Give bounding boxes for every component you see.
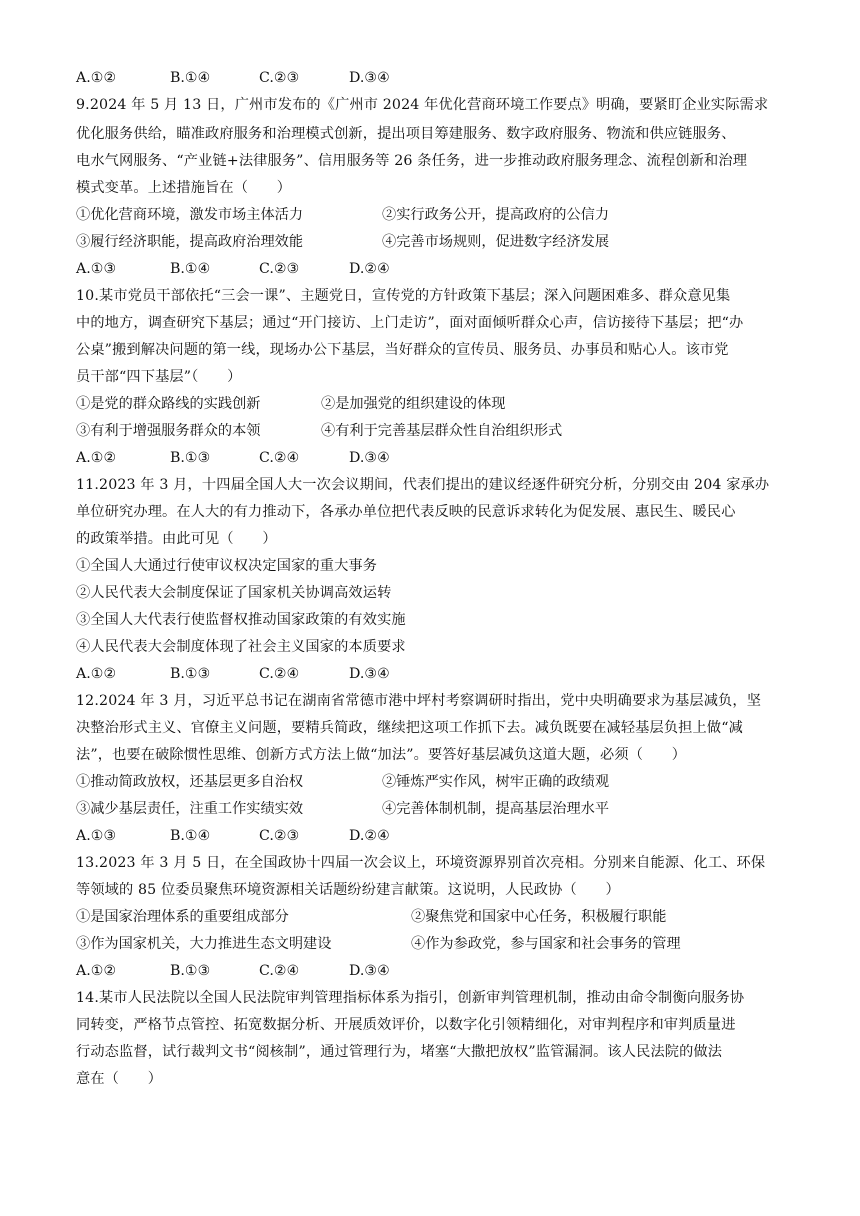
q9-stem-line: 模式变革。上述措施旨在（ ） xyxy=(76,180,292,196)
q8-option-c[interactable]: C.②③ xyxy=(259,70,300,86)
q12-statement-4: ④完善体制机制，提高基层治理水平 xyxy=(382,801,610,817)
q11-statement-2: ②人民代表大会制度保证了国家机关协调高效运转 xyxy=(76,585,392,601)
q9-option-c[interactable]: C.②③ xyxy=(259,261,300,277)
q13-option-b[interactable]: B.①③ xyxy=(170,963,211,979)
q14-stem-line: 行动态监督，试行裁判文书“阅核制”，通过管理行为，堵塞“大撒把放权”监管漏洞。该人民法院的做法 xyxy=(76,1044,723,1060)
q10-option-b[interactable]: B.①③ xyxy=(170,450,211,466)
q12-option-d[interactable]: D.②④ xyxy=(349,828,390,844)
q12-option-b[interactable]: B.①④ xyxy=(170,828,211,844)
q10-statement-1: ①是党的群众路线的实践创新 xyxy=(76,396,261,412)
q11-statement-4: ④人民代表大会制度体现了社会主义国家的本质要求 xyxy=(76,639,406,655)
q12-option-a[interactable]: A.①③ xyxy=(76,828,117,844)
q11-option-b[interactable]: B.①③ xyxy=(170,666,211,682)
q11-statement-3: ③全国人大代表行使监督权推动国家政策的有效实施 xyxy=(76,612,406,628)
q10-statement-4: ④有利于完善基层群众性自治组织形式 xyxy=(321,423,563,439)
q9-statement-4: ④完善市场规则，促进数字经济发展 xyxy=(382,234,610,250)
q10-option-a[interactable]: A.①② xyxy=(76,450,117,466)
q8-option-a[interactable]: A.①② xyxy=(76,70,117,86)
q13-statement-2: ②聚焦党和国家中心任务，积极履行职能 xyxy=(411,909,667,925)
q13-statement-1: ①是国家治理体系的重要组成部分 xyxy=(76,909,289,925)
q11-option-d[interactable]: D.③④ xyxy=(349,666,390,682)
q9-statement-3: ③履行经济职能，提高政府治理效能 xyxy=(76,234,304,250)
q11-stem-line: 单位研究办理。在人大的有力推动下，各承办单位把代表反映的民意诉求转化为促发展、惠民生、暖民心 xyxy=(76,504,736,520)
q11-stem-line: 11.2023 年 3 月，十四届全国人大一次会议期间，代表们提出的建议经逐件研究分析，分别交由 204 家承办 xyxy=(76,477,770,493)
q9-statement-1: ①优化营商环境，激发市场主体活力 xyxy=(76,207,304,223)
q8-option-d[interactable]: D.③④ xyxy=(349,70,390,86)
q13-option-d[interactable]: D.③④ xyxy=(349,963,390,979)
q9-option-d[interactable]: D.②④ xyxy=(349,261,390,277)
q10-stem-line: 中的地方，调查研究下基层；通过“开门接访、上门走访”，面对面倾听群众心声，信访接待下基层；把“办 xyxy=(76,315,744,331)
q11-option-c[interactable]: C.②④ xyxy=(259,666,300,682)
q12-statement-3: ③减少基层责任，注重工作实绩实效 xyxy=(76,801,304,817)
q13-option-a[interactable]: A.①② xyxy=(76,963,117,979)
q12-statement-1: ①推动简政放权，还基层更多自治权 xyxy=(76,774,304,790)
q11-stem-line: 的政策举措。由此可见（ ） xyxy=(76,531,277,547)
q9-stem-line: 电水气网服务、“产业链+法律服务”、信用服务等 26 条任务，进一步推动政府服务理念、流程创新和治理 xyxy=(76,153,748,169)
q14-stem-line: 14.某市人民法院以全国人民法院审判管理指标体系为指引，创新审判管理机制，推动由命令制衡向服务协 xyxy=(76,990,745,1006)
q14-stem-line: 意在（ ） xyxy=(76,1071,163,1087)
q13-statement-3: ③作为国家机关，大力推进生态文明建设 xyxy=(76,936,332,952)
q8-option-b[interactable]: B.①④ xyxy=(170,70,211,86)
q9-option-b[interactable]: B.①④ xyxy=(170,261,211,277)
q10-stem-line: 公桌”搬到解决问题的第一线，现场办公下基层，当好群众的宣传员、服务员、办事员和贴心人。该市党 xyxy=(76,342,729,358)
q13-stem-line: 等领域的 85 位委员聚焦环境资源相关话题纷纷建言献策。这说明，人民政协（ ） xyxy=(76,882,620,898)
q9-option-a[interactable]: A.①③ xyxy=(76,261,117,277)
q9-stem-line: 优化服务供给，瞄准政府服务和治理模式创新，提出项目筹建服务、数字政府服务、物流和供应链服务、 xyxy=(76,126,736,142)
q14-stem-line: 同转变，严格节点管控、拓宽数据分析、开展质效评价，以数字化引领精细化，对审判程序和审判质量进 xyxy=(76,1017,736,1033)
q12-stem-line: 决整治形式主义、官僚主义问题，要精兵简政，继续把这项工作抓下去。减负既要在减轻基层负担上做“减 xyxy=(76,720,743,736)
q10-statement-3: ③有利于增强服务群众的本领 xyxy=(76,423,261,439)
q10-stem-line: 员干部“四下基层”（ ） xyxy=(76,369,242,385)
q13-statement-4: ④作为参政党，参与国家和社会事务的管理 xyxy=(411,936,681,952)
q12-statement-2: ②锤炼严实作风，树牢正确的政绩观 xyxy=(382,774,610,790)
q9-statement-2: ②实行政务公开，提高政府的公信力 xyxy=(382,207,610,223)
q10-stem-line: 10.某市党员干部依托“三会一课”、主题党日，宣传党的方针政策下基层；深入问题困难多、群众意见集 xyxy=(76,288,731,304)
q10-option-c[interactable]: C.②④ xyxy=(259,450,300,466)
q9-stem-line: 9.2024 年 5 月 13 日，广州市发布的《广州市 2024 年优化营商环境工作要点》明确，要紧盯企业实际需求 xyxy=(76,97,769,113)
q13-option-c[interactable]: C.②④ xyxy=(259,963,300,979)
q12-option-c[interactable]: C.②③ xyxy=(259,828,300,844)
q12-stem-line: 12.2024 年 3 月，习近平总书记在湖南省常德市港中坪村考察调研时指出，党中央明确要求为基层减负，坚 xyxy=(76,693,762,709)
q12-stem-line: 法”，也要在破除惯性思维、创新方式方法上做“加法”。要答好基层减负这道大题，必须（ ） xyxy=(76,747,687,763)
q10-option-d[interactable]: D.③④ xyxy=(349,450,390,466)
q10-statement-2: ②是加强党的组织建设的体现 xyxy=(321,396,506,412)
q13-stem-line: 13.2023 年 3 月 5 日，在全国政协十四届一次会议上，环境资源界别首次亮相。分别来自能源、化工、环保 xyxy=(76,855,766,871)
q11-statement-1: ①全国人大通过行使审议权决定国家的重大事务 xyxy=(76,558,378,574)
q11-option-a[interactable]: A.①② xyxy=(76,666,117,682)
